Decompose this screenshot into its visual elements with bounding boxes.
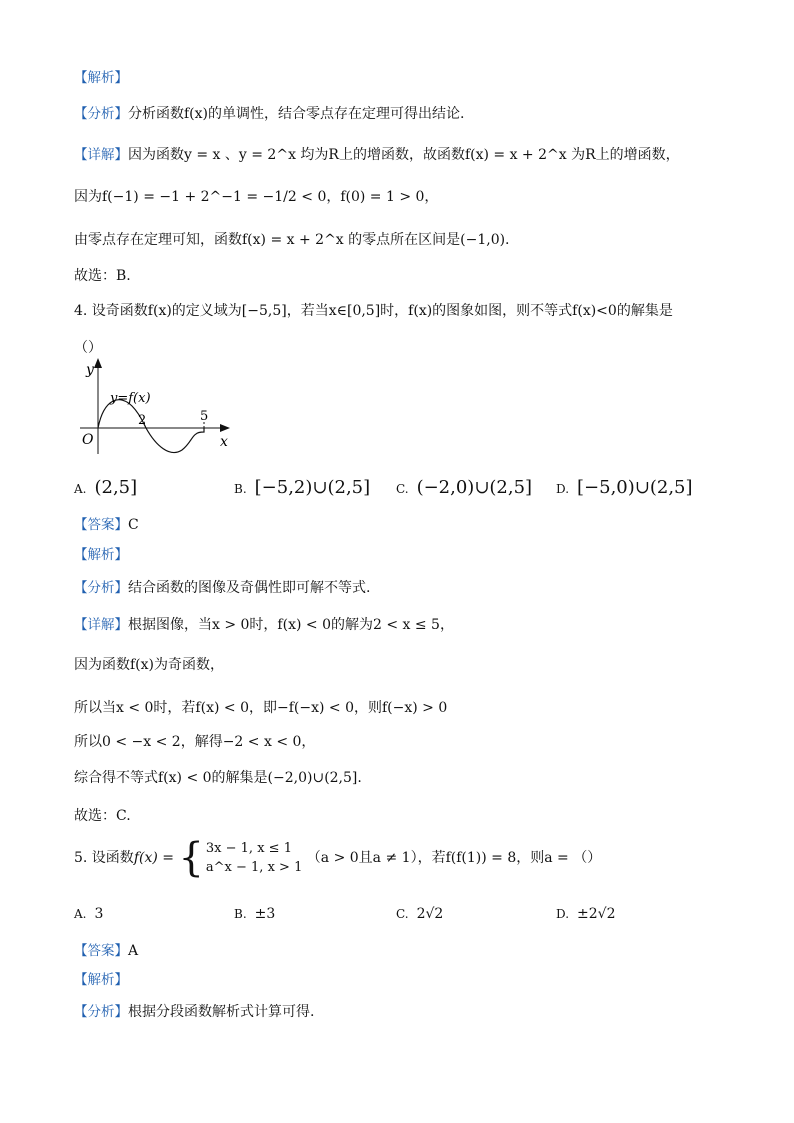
q4-option-b[interactable]: B. [−5,2)∪(2,5] (234, 477, 371, 498)
q5-option-a[interactable]: A. 3 (74, 906, 104, 922)
q4-function-graph (74, 358, 234, 468)
q4-detail-5: 综合得不等式f(x) < 0的解集是(−2,0)∪(2,5]. (74, 770, 362, 786)
q4-answer: 【答案】C (74, 517, 139, 533)
q4-choice: 故选：C. (74, 808, 131, 824)
q5-answer: 【答案】A (74, 943, 139, 959)
y-axis-label: y (86, 362, 94, 378)
q5-jiexi-tag: 【解析】 (74, 972, 128, 988)
q3-choice: 故选：B. (74, 268, 131, 284)
tick-2-label: 2 (138, 413, 147, 428)
piece-2: a^x − 1, x > 1 (205, 860, 303, 875)
piece-1: 3x − 1, x ≤ 1 (205, 841, 292, 856)
q4-detail-1: 【详解】根据图像，当x > 0时，f(x) < 0的解为2 < x ≤ 5， (74, 617, 454, 633)
q5-stem: 5. 设函数f(x) = { 3x − 1, x ≤ 1 a^x − 1, x > 1 （a > 0且a ≠ 1），若f(f(1)) = 8，则a = （） (74, 835, 602, 881)
q4-jiexi-tag: 【解析】 (74, 547, 128, 563)
q3-analysis-text: 分析函数f(x)的单调性，结合零点存在定理可得出结论. (128, 106, 465, 122)
q4-detail-3: 所以当x < 0时，若f(x) < 0，即−f(−x) < 0，则f(−x) > 0 (74, 700, 448, 716)
q4-analysis: 【分析】结合函数的图像及奇偶性即可解不等式. (74, 580, 371, 596)
q4-option-d[interactable]: D. [−5,0)∪(2,5] (556, 477, 693, 498)
tick-5-label: 5 (200, 409, 209, 424)
x-axis-label: x (220, 434, 228, 450)
q4-option-a[interactable]: A. (2,5] (74, 477, 138, 498)
q5-analysis: 【分析】根据分段函数解析式计算可得. (74, 1004, 315, 1020)
q3-detail-3: 由零点存在定理可知，函数f(x) = x + 2^x 的零点所在区间是(−1,0). (74, 232, 510, 248)
q3-analysis: 【分析】分析函数f(x)的单调性，结合零点存在定理可得出结论. (74, 106, 465, 122)
section-tag-jiexi: 【解析】 (74, 70, 128, 86)
q3-detail-1: 【详解】因为函数y = x 、y = 2^x 均为R上的增函数，故函数f(x) = x + 2^x 为R上的增函数， (74, 147, 680, 163)
q4-stem: 4. 设奇函数f(x)的定义域为[−5,5]，若当x∈[0,5]时，f(x)的图象如图，则不等式f(x)<0的解集是 (74, 303, 673, 319)
q4-option-c[interactable]: C. (−2,0)∪(2,5] (396, 477, 533, 498)
q5-option-c[interactable]: C. 2√2 (396, 906, 444, 922)
q5-option-d[interactable]: D. ±2√2 (556, 906, 616, 922)
q4-paren: （） (74, 340, 102, 356)
origin-label: O (82, 432, 94, 448)
q4-detail-4: 所以0 < −x < 2，解得−2 < x < 0， (74, 734, 316, 750)
curve-label: y=f(x) (110, 391, 151, 406)
q3-detail-2: 因为f(−1) = −1 + 2^−1 = −1/2 < 0，f(0) = 1 > 0， (74, 189, 439, 205)
q5-option-b[interactable]: B. ±3 (234, 906, 276, 922)
piecewise-definition: { 3x − 1, x ≤ 1 a^x − 1, x > 1 (178, 835, 303, 881)
q4-detail-2: 因为函数f(x)为奇函数， (74, 657, 225, 673)
